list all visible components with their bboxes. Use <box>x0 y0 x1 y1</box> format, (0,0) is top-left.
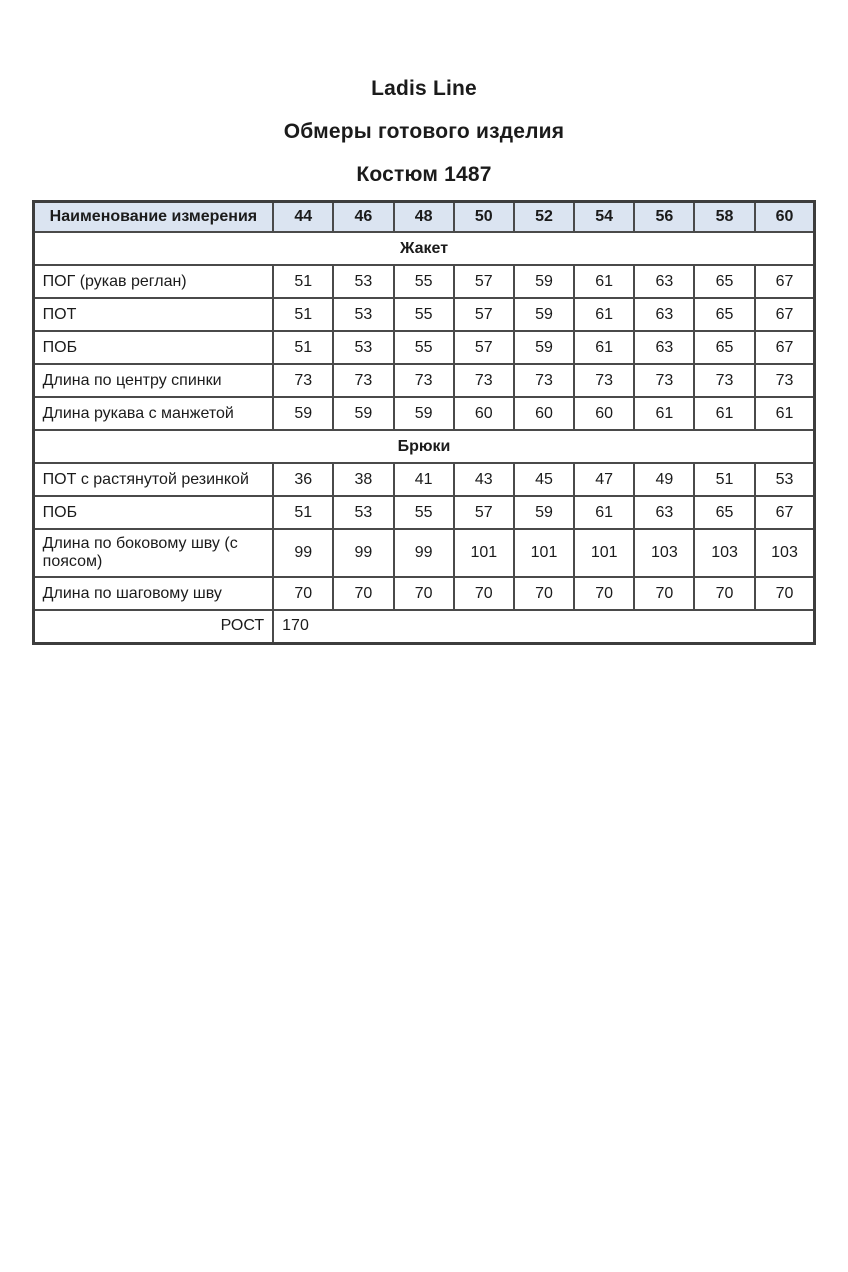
measurement-value-cell: 101 <box>514 529 574 577</box>
measurement-value-cell: 70 <box>574 577 634 610</box>
measurement-row <box>33 298 815 331</box>
measurement-value-cell: 63 <box>634 496 694 529</box>
measurement-row <box>33 265 815 298</box>
measurement-value-cell: 65 <box>694 298 754 331</box>
measurement-value-cell: 59 <box>514 496 574 529</box>
measurement-value-cell: 51 <box>273 331 333 364</box>
measurement-value-cell: 103 <box>634 529 694 577</box>
measurement-value-cell: 59 <box>273 397 333 430</box>
measurement-value-cell: 55 <box>394 265 454 298</box>
measurement-label-cell: ПОГ (рукав реглан) <box>33 265 273 298</box>
measurement-value-cell: 101 <box>454 529 514 577</box>
measurement-value-cell: 51 <box>273 496 333 529</box>
measurement-value-cell: 57 <box>454 331 514 364</box>
measurement-value-cell: 73 <box>333 364 393 397</box>
measurement-value-cell: 67 <box>755 265 815 298</box>
title-block <box>0 0 848 185</box>
measurement-value-cell: 73 <box>574 364 634 397</box>
measurement-value-cell: 55 <box>394 331 454 364</box>
measurement-value-cell: 57 <box>454 496 514 529</box>
measurements-table <box>32 200 817 645</box>
measurement-value-cell: 73 <box>273 364 333 397</box>
measurement-value-cell: 61 <box>634 397 694 430</box>
measurement-value-cell: 73 <box>454 364 514 397</box>
measurement-value-cell: 59 <box>514 265 574 298</box>
size-column-header: 48 <box>394 202 454 233</box>
section-header-cell: Жакет <box>33 232 815 265</box>
measurement-value-cell: 61 <box>755 397 815 430</box>
measurement-label-cell: ПОБ <box>33 496 273 529</box>
measurement-row <box>33 496 815 529</box>
measurement-value-cell: 65 <box>694 265 754 298</box>
measurement-value-cell: 70 <box>273 577 333 610</box>
size-column-header: 44 <box>273 202 333 233</box>
measurement-value-cell: 38 <box>333 463 393 496</box>
measurement-row <box>33 577 815 610</box>
measurement-value-cell: 57 <box>454 265 514 298</box>
measurement-value-cell: 53 <box>333 265 393 298</box>
measurement-label-cell: Длина по центру спинки <box>33 364 273 397</box>
size-column-header: 50 <box>454 202 514 233</box>
measurement-value-cell: 57 <box>454 298 514 331</box>
measurement-value-cell: 103 <box>694 529 754 577</box>
measurement-value-cell: 99 <box>333 529 393 577</box>
measurement-value-cell: 63 <box>634 265 694 298</box>
measurement-value-cell: 63 <box>634 298 694 331</box>
measurement-value-cell: 60 <box>574 397 634 430</box>
measurement-row <box>33 331 815 364</box>
measurement-label-cell: ПОБ <box>33 331 273 364</box>
measurement-value-cell: 61 <box>574 298 634 331</box>
rost-row <box>33 610 815 643</box>
measurement-row <box>33 364 815 397</box>
measurement-value-cell: 99 <box>394 529 454 577</box>
measurement-value-cell: 67 <box>755 298 815 331</box>
measurement-value-cell: 55 <box>394 496 454 529</box>
measurement-value-cell: 103 <box>755 529 815 577</box>
measurement-value-cell: 61 <box>574 265 634 298</box>
measurement-value-cell: 73 <box>514 364 574 397</box>
measurement-row <box>33 463 815 496</box>
measurement-value-cell: 73 <box>394 364 454 397</box>
measurement-value-cell: 70 <box>634 577 694 610</box>
measurement-value-cell: 70 <box>333 577 393 610</box>
section-header-cell: Брюки <box>33 430 815 463</box>
size-column-header: 56 <box>634 202 694 233</box>
size-column-header: 54 <box>574 202 634 233</box>
measurement-label-cell: Длина по шаговому шву <box>33 577 273 610</box>
measurement-value-cell: 65 <box>694 496 754 529</box>
measurement-value-cell: 101 <box>574 529 634 577</box>
measurement-value-cell: 53 <box>333 331 393 364</box>
measurement-value-cell: 70 <box>394 577 454 610</box>
measurement-value-cell: 59 <box>333 397 393 430</box>
document-title: Обмеры готового изделия <box>283 120 565 143</box>
measurement-value-cell: 51 <box>273 265 333 298</box>
measurement-value-cell: 49 <box>634 463 694 496</box>
rost-label-cell: РОСТ <box>33 610 273 643</box>
measurement-value-cell: 53 <box>333 298 393 331</box>
measurement-value-cell: 45 <box>514 463 574 496</box>
measurement-label-cell: Длина по боковому шву (с поясом) <box>33 529 273 577</box>
measurement-value-cell: 55 <box>394 298 454 331</box>
measurement-value-cell: 73 <box>755 364 815 397</box>
product-title: Костюм 1487 <box>356 163 492 186</box>
size-column-header: 60 <box>755 202 815 233</box>
measurement-value-cell: 47 <box>574 463 634 496</box>
measurement-value-cell: 41 <box>394 463 454 496</box>
measurement-value-cell: 51 <box>273 298 333 331</box>
measurement-label-cell: ПОТ <box>33 298 273 331</box>
measurement-value-cell: 59 <box>514 331 574 364</box>
measurement-value-cell: 73 <box>634 364 694 397</box>
measurement-label-cell: Длина рукава с манжетой <box>33 397 273 430</box>
measurement-value-cell: 70 <box>694 577 754 610</box>
measurement-value-cell: 70 <box>514 577 574 610</box>
measurement-value-cell: 53 <box>755 463 815 496</box>
measurement-value-cell: 53 <box>333 496 393 529</box>
measurement-value-cell: 36 <box>273 463 333 496</box>
measurement-value-cell: 61 <box>574 496 634 529</box>
measurement-value-cell: 61 <box>574 331 634 364</box>
size-column-header: 58 <box>694 202 754 233</box>
section-row <box>33 430 815 463</box>
section-row <box>33 232 815 265</box>
size-column-header: 46 <box>333 202 393 233</box>
measurement-value-cell: 59 <box>514 298 574 331</box>
brand-title: Ladis Line <box>371 77 477 100</box>
measurement-value-cell: 67 <box>755 496 815 529</box>
measurement-value-cell: 73 <box>694 364 754 397</box>
measurement-value-cell: 65 <box>694 331 754 364</box>
measurement-value-cell: 99 <box>273 529 333 577</box>
rost-value-cell: 170 <box>273 610 815 643</box>
measurement-row <box>33 529 815 577</box>
measurement-value-cell: 59 <box>394 397 454 430</box>
measurement-value-cell: 43 <box>454 463 514 496</box>
measurement-value-cell: 61 <box>694 397 754 430</box>
measurement-row <box>33 397 815 430</box>
measurement-value-cell: 70 <box>755 577 815 610</box>
measurement-name-header: Наименование измерения <box>33 202 273 233</box>
measurement-value-cell: 70 <box>454 577 514 610</box>
measurement-value-cell: 63 <box>634 331 694 364</box>
measurement-value-cell: 60 <box>454 397 514 430</box>
measurement-label-cell: ПОТ с растянутой резинкой <box>33 463 273 496</box>
measurement-value-cell: 67 <box>755 331 815 364</box>
measurement-value-cell: 51 <box>694 463 754 496</box>
measurement-value-cell: 60 <box>514 397 574 430</box>
size-column-header: 52 <box>514 202 574 233</box>
size-header-row <box>33 202 815 233</box>
